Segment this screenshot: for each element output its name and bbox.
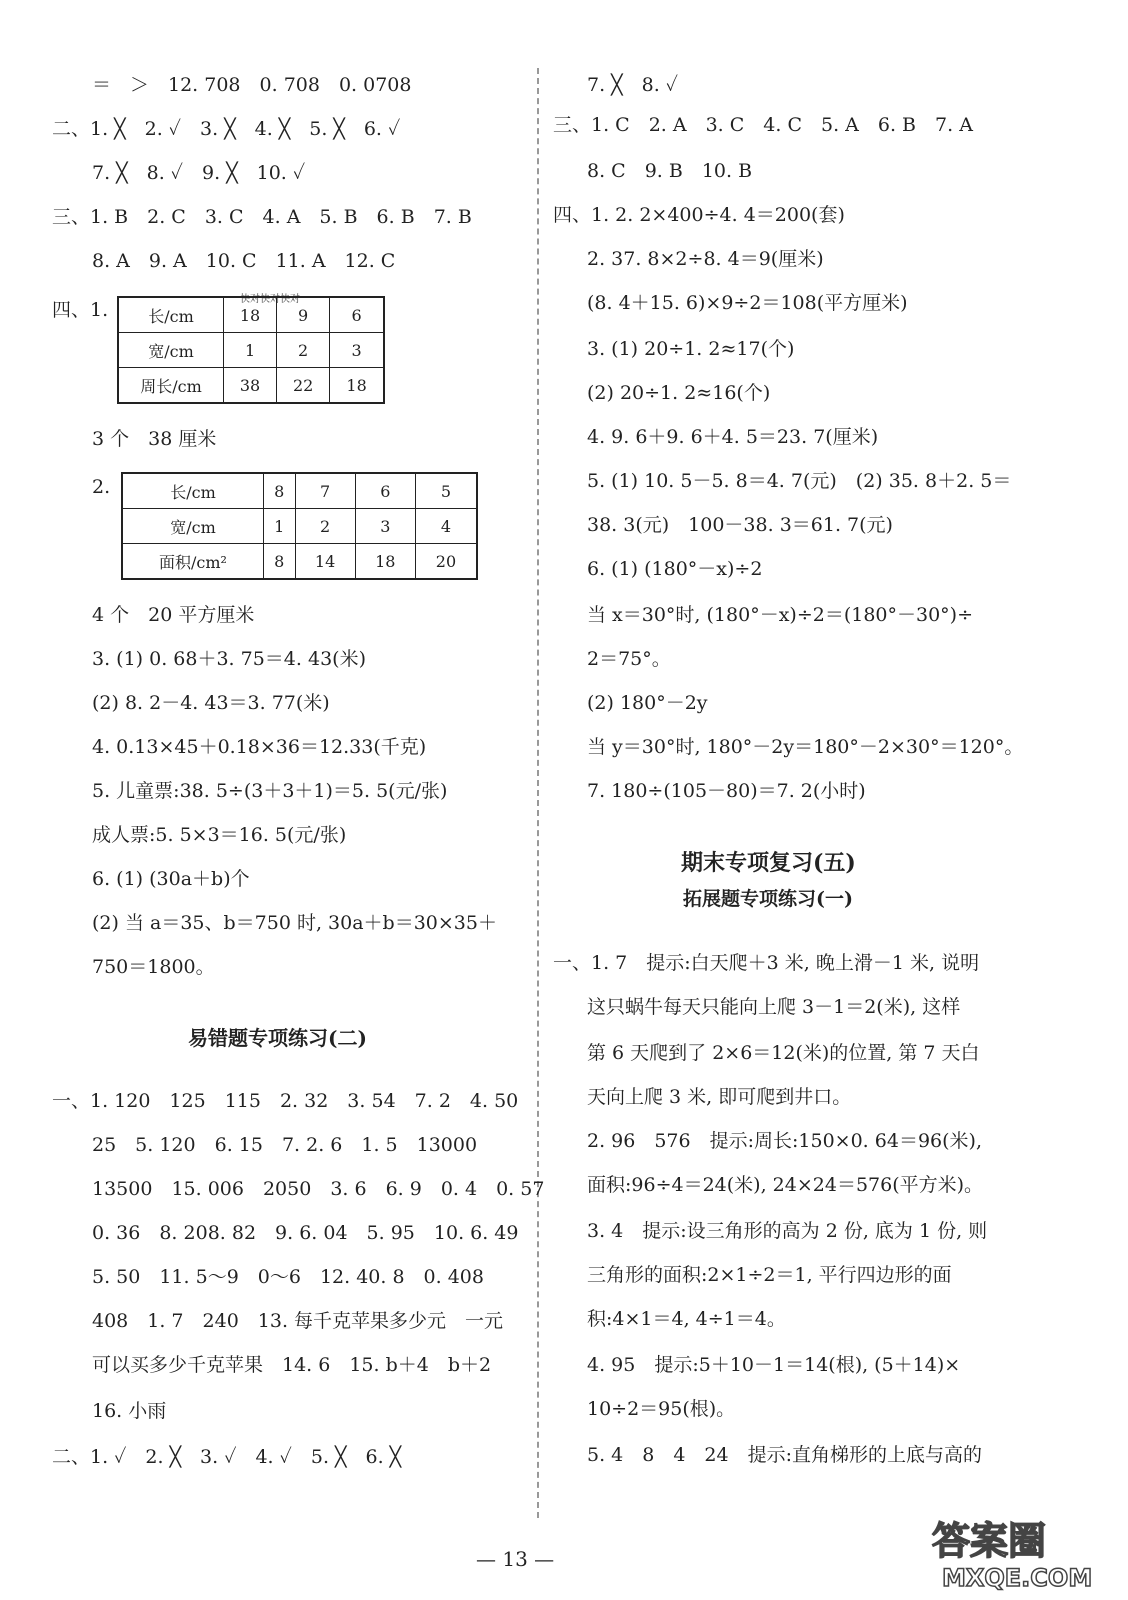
- answer-line: 一、1. 120 125 115 2. 32 3. 54 7. 2 4. 50: [52, 1090, 519, 1112]
- table-row: [118, 297, 384, 333]
- answer-line: 4. 0.13×45＋0.18×36＝12.33(千克): [92, 736, 427, 758]
- answer-line: 可以买多少千克苹果 14. 6 15. b＋4 b＋2: [92, 1354, 492, 1376]
- answer-line: (2) 20÷1. 2≈16(个): [587, 382, 771, 404]
- answer-line: 四、1.: [52, 299, 109, 321]
- table-cell: 长/cm: [118, 297, 224, 333]
- answer-line: 6. (1) (180°－x)÷2: [587, 558, 763, 580]
- table-cell: 18: [224, 297, 277, 333]
- watermark-icon: [920, 1510, 1120, 1595]
- answer-line: 二、1. ╳ 2. ✓ 3. ╳ 4. ╳ 5. ╳ 6. ✓: [52, 118, 401, 140]
- table-cell: 3: [355, 509, 415, 544]
- answer-line: ＝ ＞ 12. 708 0. 708 0. 0708: [92, 74, 412, 96]
- table-cell: 5: [415, 473, 477, 509]
- answer-line: (8. 4＋15. 6)×9÷2＝108(平方厘米): [587, 292, 908, 314]
- table-area: [121, 472, 478, 580]
- answer-line: 0. 36 8. 208. 82 9. 6. 04 5. 95 10. 6. 49: [92, 1222, 519, 1244]
- answer-line: 积:4×1＝4, 4÷1＝4。: [587, 1308, 786, 1330]
- answer-line: 5. (1) 10. 5－5. 8＝4. 7(元) (2) 35. 8＋2. 5＝: [587, 470, 1012, 492]
- answer-line: 2. 96 576 提示:周长:150×0. 64＝96(米),: [587, 1130, 982, 1152]
- table-cell: 1: [264, 509, 296, 544]
- table-cell: 面积/cm²: [122, 544, 264, 580]
- answer-line: 当 x＝30°时, (180°－x)÷2＝(180°－30°)÷: [587, 604, 974, 626]
- answer-line: 这只蜗牛每天只能向上爬 3－1＝2(米), 这样: [587, 996, 961, 1018]
- answer-line: 3. (1) 0. 68＋3. 75＝4. 43(米): [92, 648, 366, 670]
- section-heading: 拓展题专项练习(一): [683, 888, 853, 910]
- table-cell: 长/cm: [122, 473, 264, 509]
- answer-line: 2＝75°。: [587, 648, 671, 670]
- answer-line: 四、1. 2. 2×400÷4. 4＝200(套): [553, 204, 845, 226]
- answer-line: 6. (1) (30a＋b)个: [92, 868, 250, 890]
- answer-line: 7. 180÷(105－80)＝7. 2(小时): [587, 780, 866, 802]
- answer-line: 25 5. 120 6. 15 7. 2. 6 1. 5 13000: [92, 1134, 478, 1156]
- table-cell: 3: [330, 333, 384, 368]
- table-cell: 8: [264, 544, 296, 580]
- table-cell: 6: [355, 473, 415, 509]
- answer-line: 13500 15. 006 2050 3. 6 6. 9 0. 4 0. 57: [92, 1178, 545, 1200]
- watermark-logo: [920, 1510, 1120, 1595]
- right-column: [555, 0, 1128, 1600]
- table-cell: 38: [224, 368, 277, 404]
- table-perimeter: [117, 296, 385, 404]
- answer-line: 3. 4 提示:设三角形的高为 2 份, 底为 1 份, 则: [587, 1220, 988, 1242]
- page-number: — 13 —: [476, 1547, 555, 1571]
- answer-line: 4. 9. 6＋9. 6＋4. 5＝23. 7(厘米): [587, 426, 879, 448]
- answer-line: 4 个 20 平方厘米: [92, 604, 255, 626]
- table-cell: 2: [295, 509, 355, 544]
- answer-line: 4. 95 提示:5＋10－1＝14(根), (5＋14)×: [587, 1354, 961, 1376]
- answer-line: 16. 小雨: [92, 1400, 167, 1422]
- answer-line: 第 6 天爬到了 2×6＝12(米)的位置, 第 7 天白: [587, 1042, 980, 1064]
- answer-line: 8. C 9. B 10. B: [587, 160, 753, 182]
- answer-line: 2.: [92, 476, 111, 498]
- answer-line: 天向上爬 3 米, 即可爬到井口。: [587, 1086, 852, 1108]
- answer-line: (2) 8. 2－4. 43＝3. 77(米): [92, 692, 330, 714]
- answer-line: 三角形的面积:2×1÷2＝1, 平行四边形的面: [587, 1264, 952, 1286]
- answer-line: (2) 180°－2y: [587, 692, 708, 714]
- answer-line: 5. 50 11. 5～9 0～6 12. 40. 8 0. 408: [92, 1266, 484, 1288]
- table-cell: 14: [295, 544, 355, 580]
- table-cell: 7: [295, 473, 355, 509]
- table-cell: 宽/cm: [122, 509, 264, 544]
- answer-line: 750＝1800。: [92, 956, 215, 978]
- table-row: [122, 473, 477, 509]
- table-cell: 1: [224, 333, 277, 368]
- answer-line: (2) 当 a＝35、b＝750 时, 30a＋b＝30×35＋: [92, 912, 497, 934]
- answer-line: 5. 4 8 4 24 提示:直角梯形的上底与高的: [587, 1444, 983, 1466]
- handwritten-annotation: 快对快对快对: [240, 294, 300, 305]
- answer-line: 成人票:5. 5×3＝16. 5(元/张): [92, 824, 347, 846]
- left-column: [0, 0, 545, 1600]
- table-row: [122, 509, 477, 544]
- answer-line: 8. A 9. A 10. C 11. A 12. C: [92, 250, 396, 272]
- table-row: [118, 333, 384, 368]
- answer-line: 三、1. C 2. A 3. C 4. C 5. A 6. B 7. A: [553, 114, 973, 136]
- table-cell: 宽/cm: [118, 333, 224, 368]
- answer-line: 三、1. B 2. C 3. C 4. A 5. B 6. B 7. B: [52, 206, 472, 228]
- answer-line: 一、1. 7 提示:白天爬＋3 米, 晚上滑－1 米, 说明: [553, 952, 980, 974]
- answer-line: 7. ╳ 8. ✓ 9. ╳ 10. ✓: [92, 162, 306, 184]
- answer-line: 408 1. 7 240 13. 每千克苹果多少元 一元: [92, 1310, 504, 1332]
- table-cell: 22: [277, 368, 330, 404]
- table-cell: 周长/cm: [118, 368, 224, 404]
- table-cell: 2: [277, 333, 330, 368]
- watermark-text-bottom: MXQE.COM: [942, 1564, 1093, 1592]
- answer-line: 当 y＝30°时, 180°－2y＝180°－2×30°＝120°。: [587, 736, 1024, 758]
- table-cell: 18: [330, 368, 384, 404]
- answer-line: 38. 3(元) 100－38. 3＝61. 7(元): [587, 514, 893, 536]
- table-row: [122, 544, 477, 580]
- table-cell: 4: [415, 509, 477, 544]
- table-cell: 6: [330, 297, 384, 333]
- answer-line: 10÷2＝95(根)。: [587, 1398, 736, 1420]
- answer-line: 2. 37. 8×2÷8. 4＝9(厘米): [587, 248, 824, 270]
- table-cell: 9: [277, 297, 330, 333]
- table-cell: 18: [355, 544, 415, 580]
- section-heading: 易错题专项练习(二): [188, 1026, 367, 1050]
- table-cell: 20: [415, 544, 477, 580]
- answer-line: 二、1. ✓ 2. ╳ 3. ✓ 4. ✓ 5. ╳ 6. ╳: [52, 1446, 402, 1468]
- answer-line: 3 个 38 厘米: [92, 428, 217, 450]
- chapter-heading: 期末专项复习(五): [681, 850, 856, 876]
- answer-line: 7. ╳ 8. ✓: [587, 74, 679, 96]
- answer-line: 面积:96÷4＝24(米), 24×24＝576(平方米)。: [587, 1174, 984, 1196]
- answer-line: 3. (1) 20÷1. 2≈17(个): [587, 338, 795, 360]
- watermark-text-top: 答案圈: [932, 1519, 1047, 1563]
- table-cell: 8: [264, 473, 296, 509]
- table-row: [118, 368, 384, 404]
- answer-line: 5. 儿童票:38. 5÷(3＋3＋1)＝5. 5(元/张): [92, 780, 448, 802]
